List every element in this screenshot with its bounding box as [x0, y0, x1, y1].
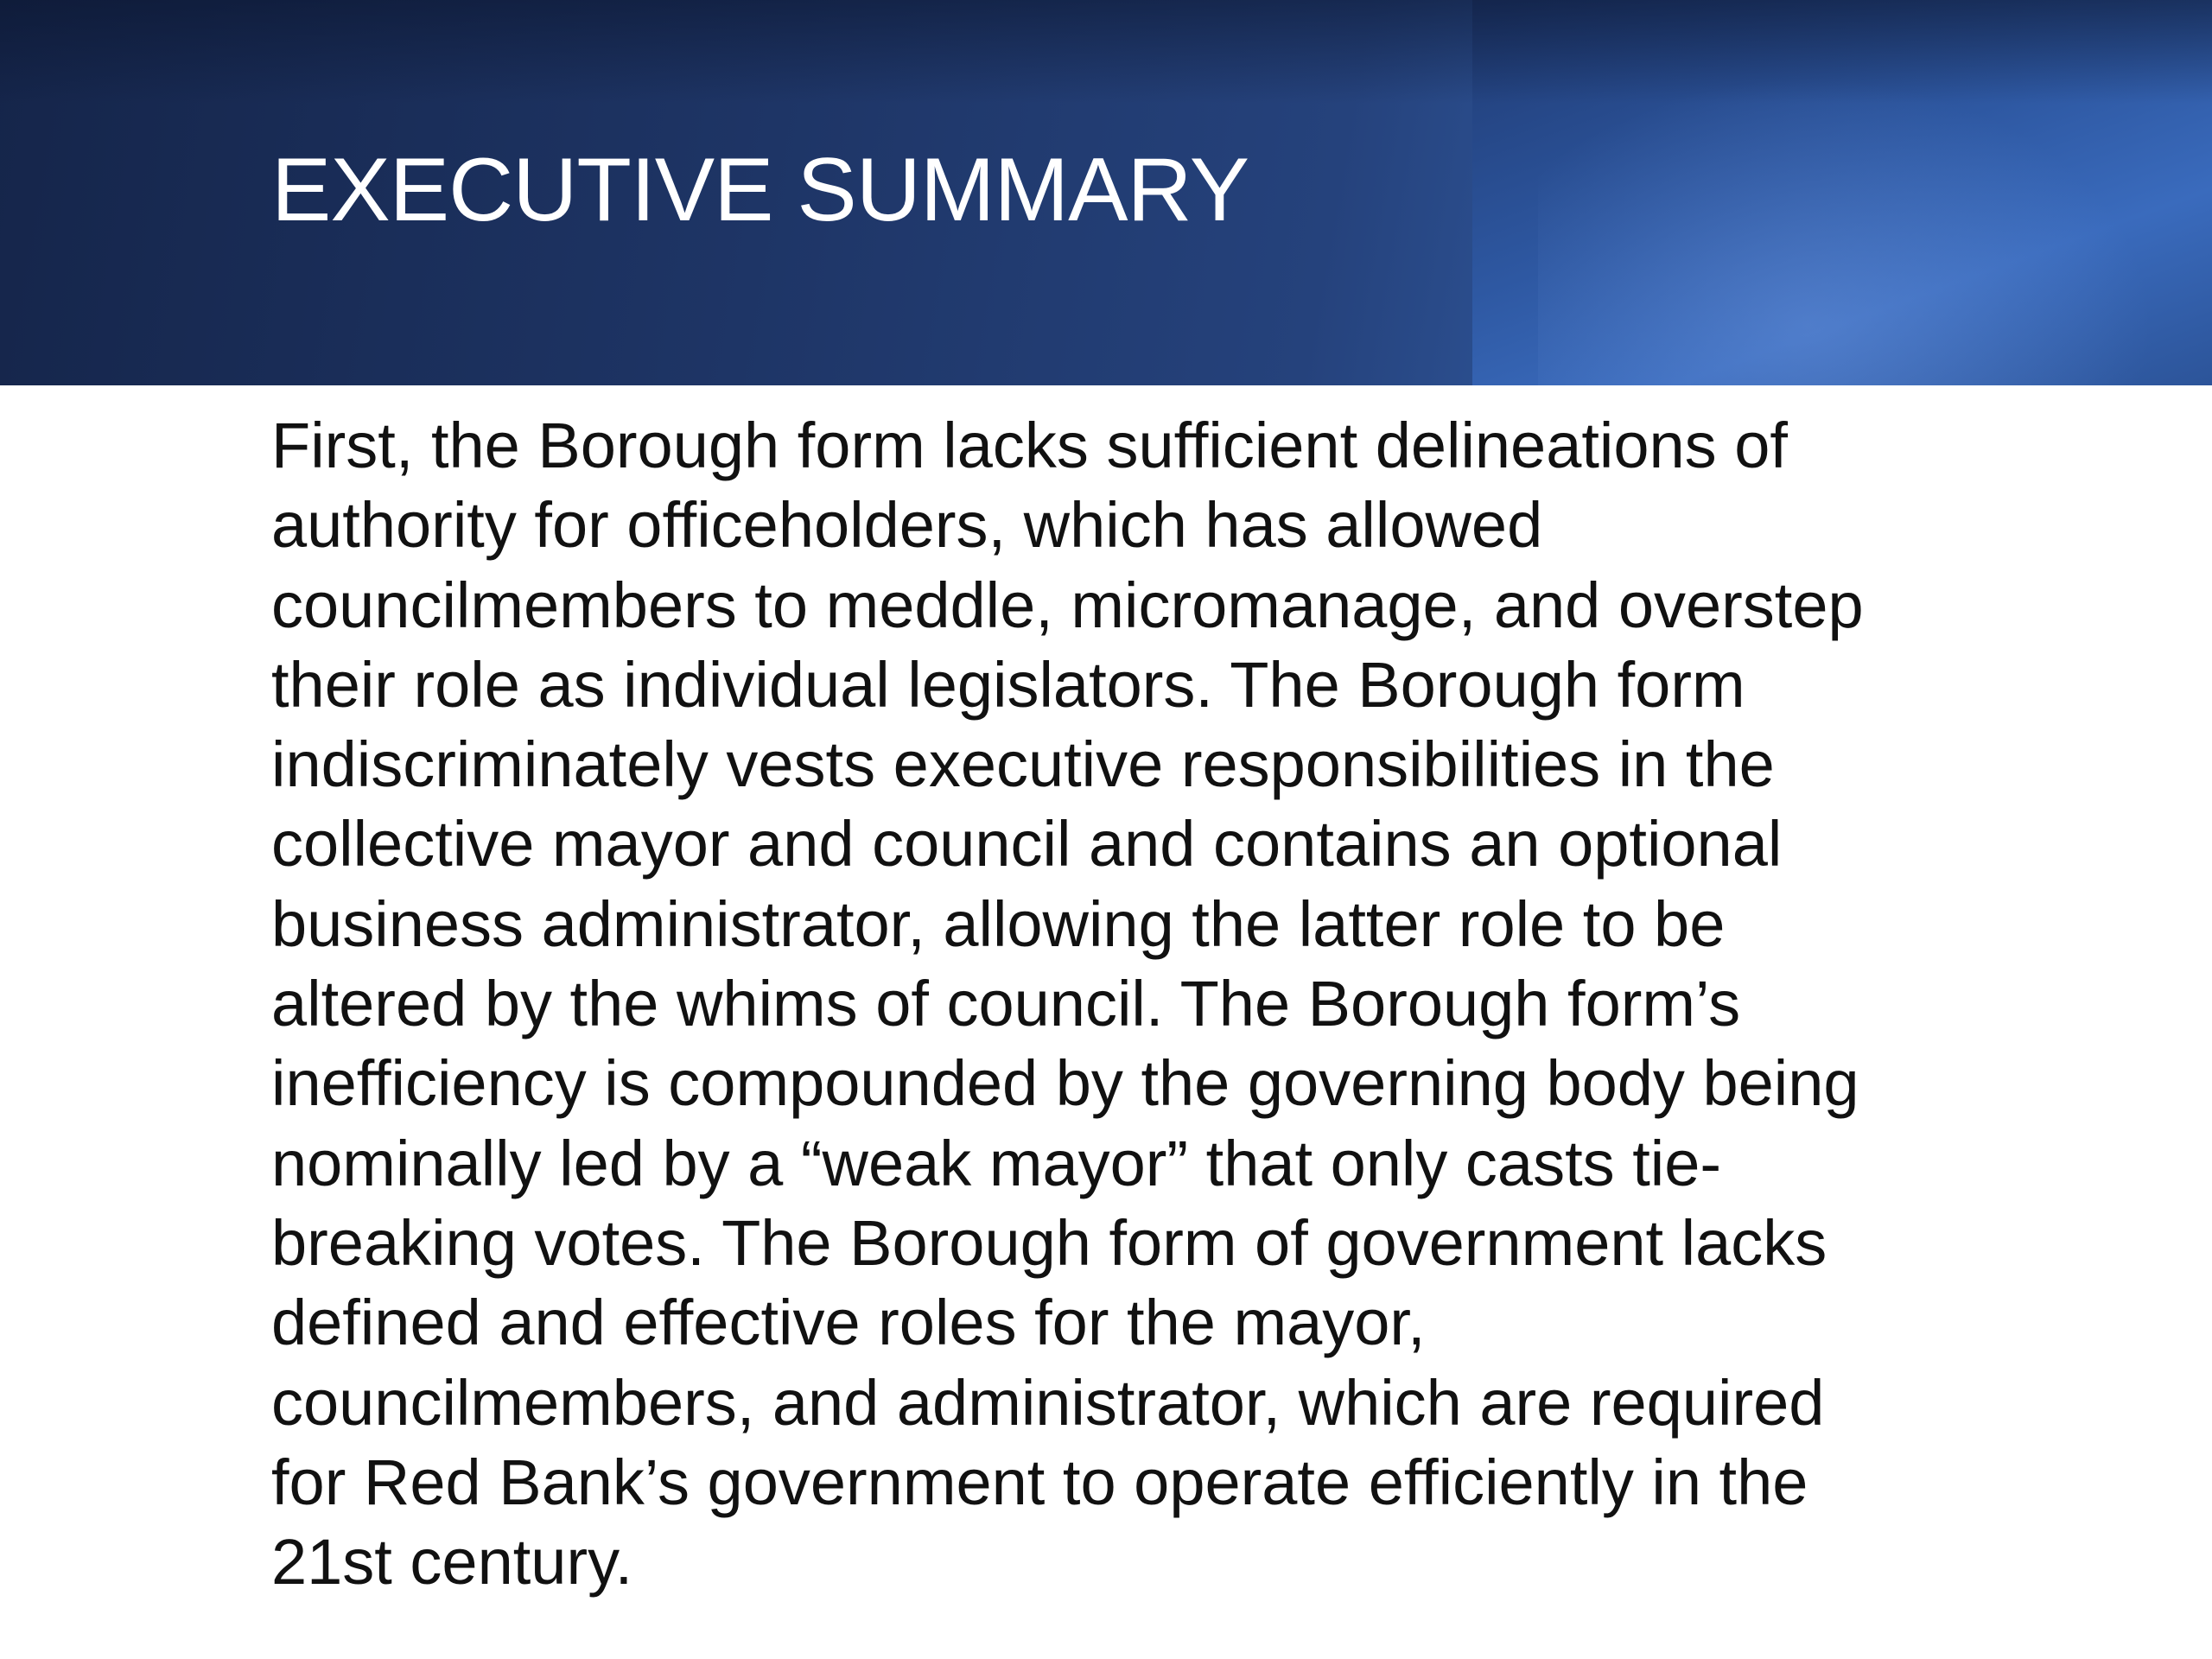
body-line: indiscriminately vests executive responsibilities in the	[271, 728, 1775, 801]
body-line: First, the Borough form lacks sufficient delineations of	[271, 410, 1788, 481]
slide-title: EXECUTIVE SUMMARY	[271, 140, 1249, 240]
body-line: councilmembers to meddle, micromanage, and overstep	[271, 569, 1864, 641]
body-line: for Red Bank’s government to operate efficiently in the	[271, 1446, 1808, 1518]
body-line: breaking votes. The Borough form of government lacks	[271, 1206, 1827, 1279]
slide-body	[271, 406, 2017, 1602]
body-line: authority for officeholders, which has allowed	[271, 489, 1543, 562]
body-line: their role as individual legislators. The Borough form	[271, 648, 1745, 721]
header-shade	[0, 0, 2212, 104]
header-band	[0, 0, 2212, 385]
body-line: councilmembers, and administrator, which are required	[271, 1366, 1825, 1439]
body-line: business administrator, allowing the latter role to be	[271, 887, 1726, 960]
body-line: inefficiency is compounded by the governing body being	[271, 1047, 1859, 1120]
body-line: altered by the whims of council. The Borough form’s	[271, 968, 1741, 1040]
body-line: collective mayor and council and contains an optional	[271, 808, 1783, 880]
body-line: defined and effective roles for the mayor,	[271, 1287, 1426, 1359]
body-line: nominally led by a “weak mayor” that only casts tie-	[271, 1127, 1722, 1199]
body-line: 21st century.	[271, 1526, 633, 1599]
